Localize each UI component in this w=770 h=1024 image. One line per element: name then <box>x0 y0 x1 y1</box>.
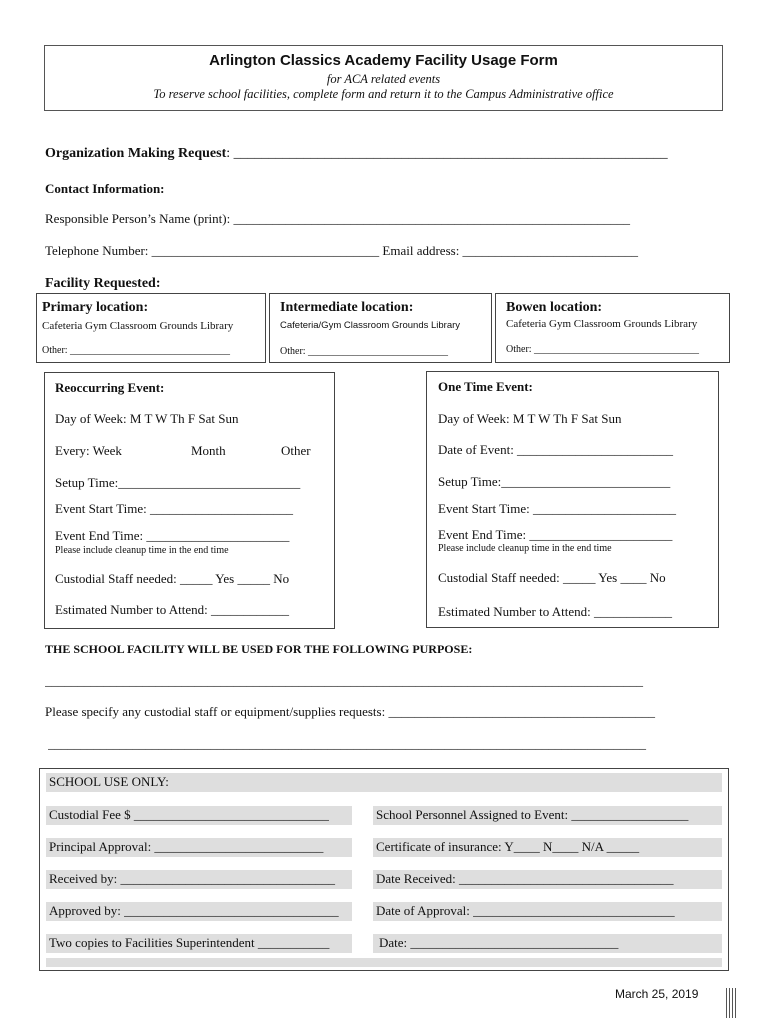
date-received-field[interactable]: Date Received: _________________________________ <box>376 871 674 886</box>
reoccurring-attendance[interactable]: Estimated Number to Attend: ____________ <box>55 602 289 617</box>
one-time-day-of-week[interactable]: Day of Week: M T W Th F Sat Sun <box>438 411 622 426</box>
reoccurring-end-time[interactable]: Event End Time: ______________________ <box>55 528 290 543</box>
purpose-line[interactable]: ____________________________________________________________________________________________ <box>45 673 643 688</box>
organization-field[interactable] <box>45 146 668 162</box>
reoccurring-event-box <box>44 372 335 629</box>
telephone-email-field[interactable]: Telephone Number: ___________________________________ Email address: ___________________________ <box>45 243 639 258</box>
one-time-end-note: Please include cleanup time in the end time <box>438 543 612 554</box>
approved-by-field[interactable]: Approved by: _________________________________ <box>49 903 339 918</box>
personnel-assigned-field[interactable]: School Personnel Assigned to Event: __________________ <box>376 807 689 822</box>
one-time-start-time[interactable]: Event Start Time: ______________________ <box>438 501 676 516</box>
one-time-custodial[interactable]: Custodial Staff needed: _____ Yes ____ No <box>438 570 666 585</box>
one-time-event-box <box>426 371 719 628</box>
reoccurring-start-time[interactable]: Event Start Time: ______________________ <box>55 501 293 516</box>
special-requests-line[interactable]: ____________________________________________________________________________________________ <box>48 736 646 751</box>
custodial-fee-field[interactable]: Custodial Fee $ ______________________________ <box>49 807 329 822</box>
bowen-other-field[interactable]: Other: _________________________________ <box>506 344 700 355</box>
received-by-field[interactable]: Received by: _________________________________ <box>49 871 335 886</box>
school-use-only-box <box>39 768 729 971</box>
special-requests-field[interactable]: Please specify any custodial staff or equipment/supplies requests: _________________________________________ <box>45 704 655 719</box>
reoccurring-every-week[interactable]: Every: Week <box>55 443 122 458</box>
primary-location-box <box>36 293 266 363</box>
reoccurring-every-month[interactable]: Month <box>191 443 226 458</box>
reoccurring-day-of-week[interactable]: Day of Week: M T W Th F Sat Sun <box>55 411 239 426</box>
reoccurring-event-title: Reoccurring Event: <box>55 380 165 395</box>
copies-superintendent-field[interactable]: Two copies to Facilities Superintendent ___________ <box>49 935 330 950</box>
date-field[interactable]: Date: ________________________________ <box>379 935 619 950</box>
intermediate-location-title: Intermediate location: <box>280 300 414 315</box>
reoccurring-end-note: Please include cleanup time in the end time <box>55 545 229 556</box>
intermediate-location-box <box>269 293 492 363</box>
reoccurring-every-other[interactable]: Other <box>281 443 311 458</box>
date-of-approval-field[interactable]: Date of Approval: _______________________________ <box>376 903 675 918</box>
intermediate-location-options[interactable]: Cafeteria/Gym Classroom Grounds Library <box>280 320 461 331</box>
form-header <box>44 45 723 111</box>
purpose-heading: THE SCHOOL FACILITY WILL BE USED FOR THE FOLLOWING PURPOSE: <box>45 642 473 656</box>
responsible-name-field[interactable]: Responsible Person’s Name (print): _____________________________________________________________ <box>45 211 630 226</box>
organization-label: Organization Making Request <box>45 146 227 161</box>
primary-location-options[interactable]: Cafeteria Gym Classroom Grounds Library <box>42 320 234 332</box>
one-time-attendance[interactable]: Estimated Number to Attend: ____________ <box>438 604 672 619</box>
page-edge-marks <box>725 988 737 1018</box>
one-time-date[interactable]: Date of Event: ________________________ <box>438 442 674 457</box>
contact-heading: Contact Information: <box>45 181 165 196</box>
organization-line: : ______________________________________________________________ <box>226 146 668 161</box>
form-subtitle-instructions: To reserve school facilities, complete form and return it to the Campus Administrative office <box>153 87 614 101</box>
school-use-bottom-band <box>46 958 722 967</box>
facility-heading: Facility Requested: <box>45 276 161 291</box>
bowen-location-options[interactable]: Cafeteria Gym Classroom Grounds Library <box>506 318 698 330</box>
one-time-setup-time[interactable]: Setup Time:__________________________ <box>438 474 671 489</box>
intermediate-other-field[interactable]: Other: ____________________________ <box>280 346 449 357</box>
one-time-end-time[interactable]: Event End Time: ______________________ <box>438 527 673 542</box>
bowen-location-title: Bowen location: <box>506 300 603 315</box>
footer-date: March 25, 2019 <box>615 987 699 1001</box>
school-use-heading-row <box>46 773 722 792</box>
reoccurring-custodial[interactable]: Custodial Staff needed: _____ Yes _____ No <box>55 571 290 586</box>
form-subtitle-events: for ACA related events <box>326 72 441 86</box>
primary-other-field[interactable]: Other: ________________________________ <box>42 345 231 356</box>
reoccurring-setup-time[interactable]: Setup Time:____________________________ <box>55 475 301 490</box>
bowen-location-box <box>495 293 730 363</box>
school-use-heading: SCHOOL USE ONLY: <box>49 774 169 789</box>
primary-location-title: Primary location: <box>42 300 149 315</box>
principal-approval-field[interactable]: Principal Approval: __________________________ <box>49 839 324 854</box>
one-time-event-title: One Time Event: <box>438 379 533 394</box>
form-title: Arlington Classics Academy Facility Usage Form <box>209 52 558 69</box>
insurance-certificate-field[interactable]: Certificate of insurance: Y____ N____ N/A _____ <box>376 839 640 854</box>
